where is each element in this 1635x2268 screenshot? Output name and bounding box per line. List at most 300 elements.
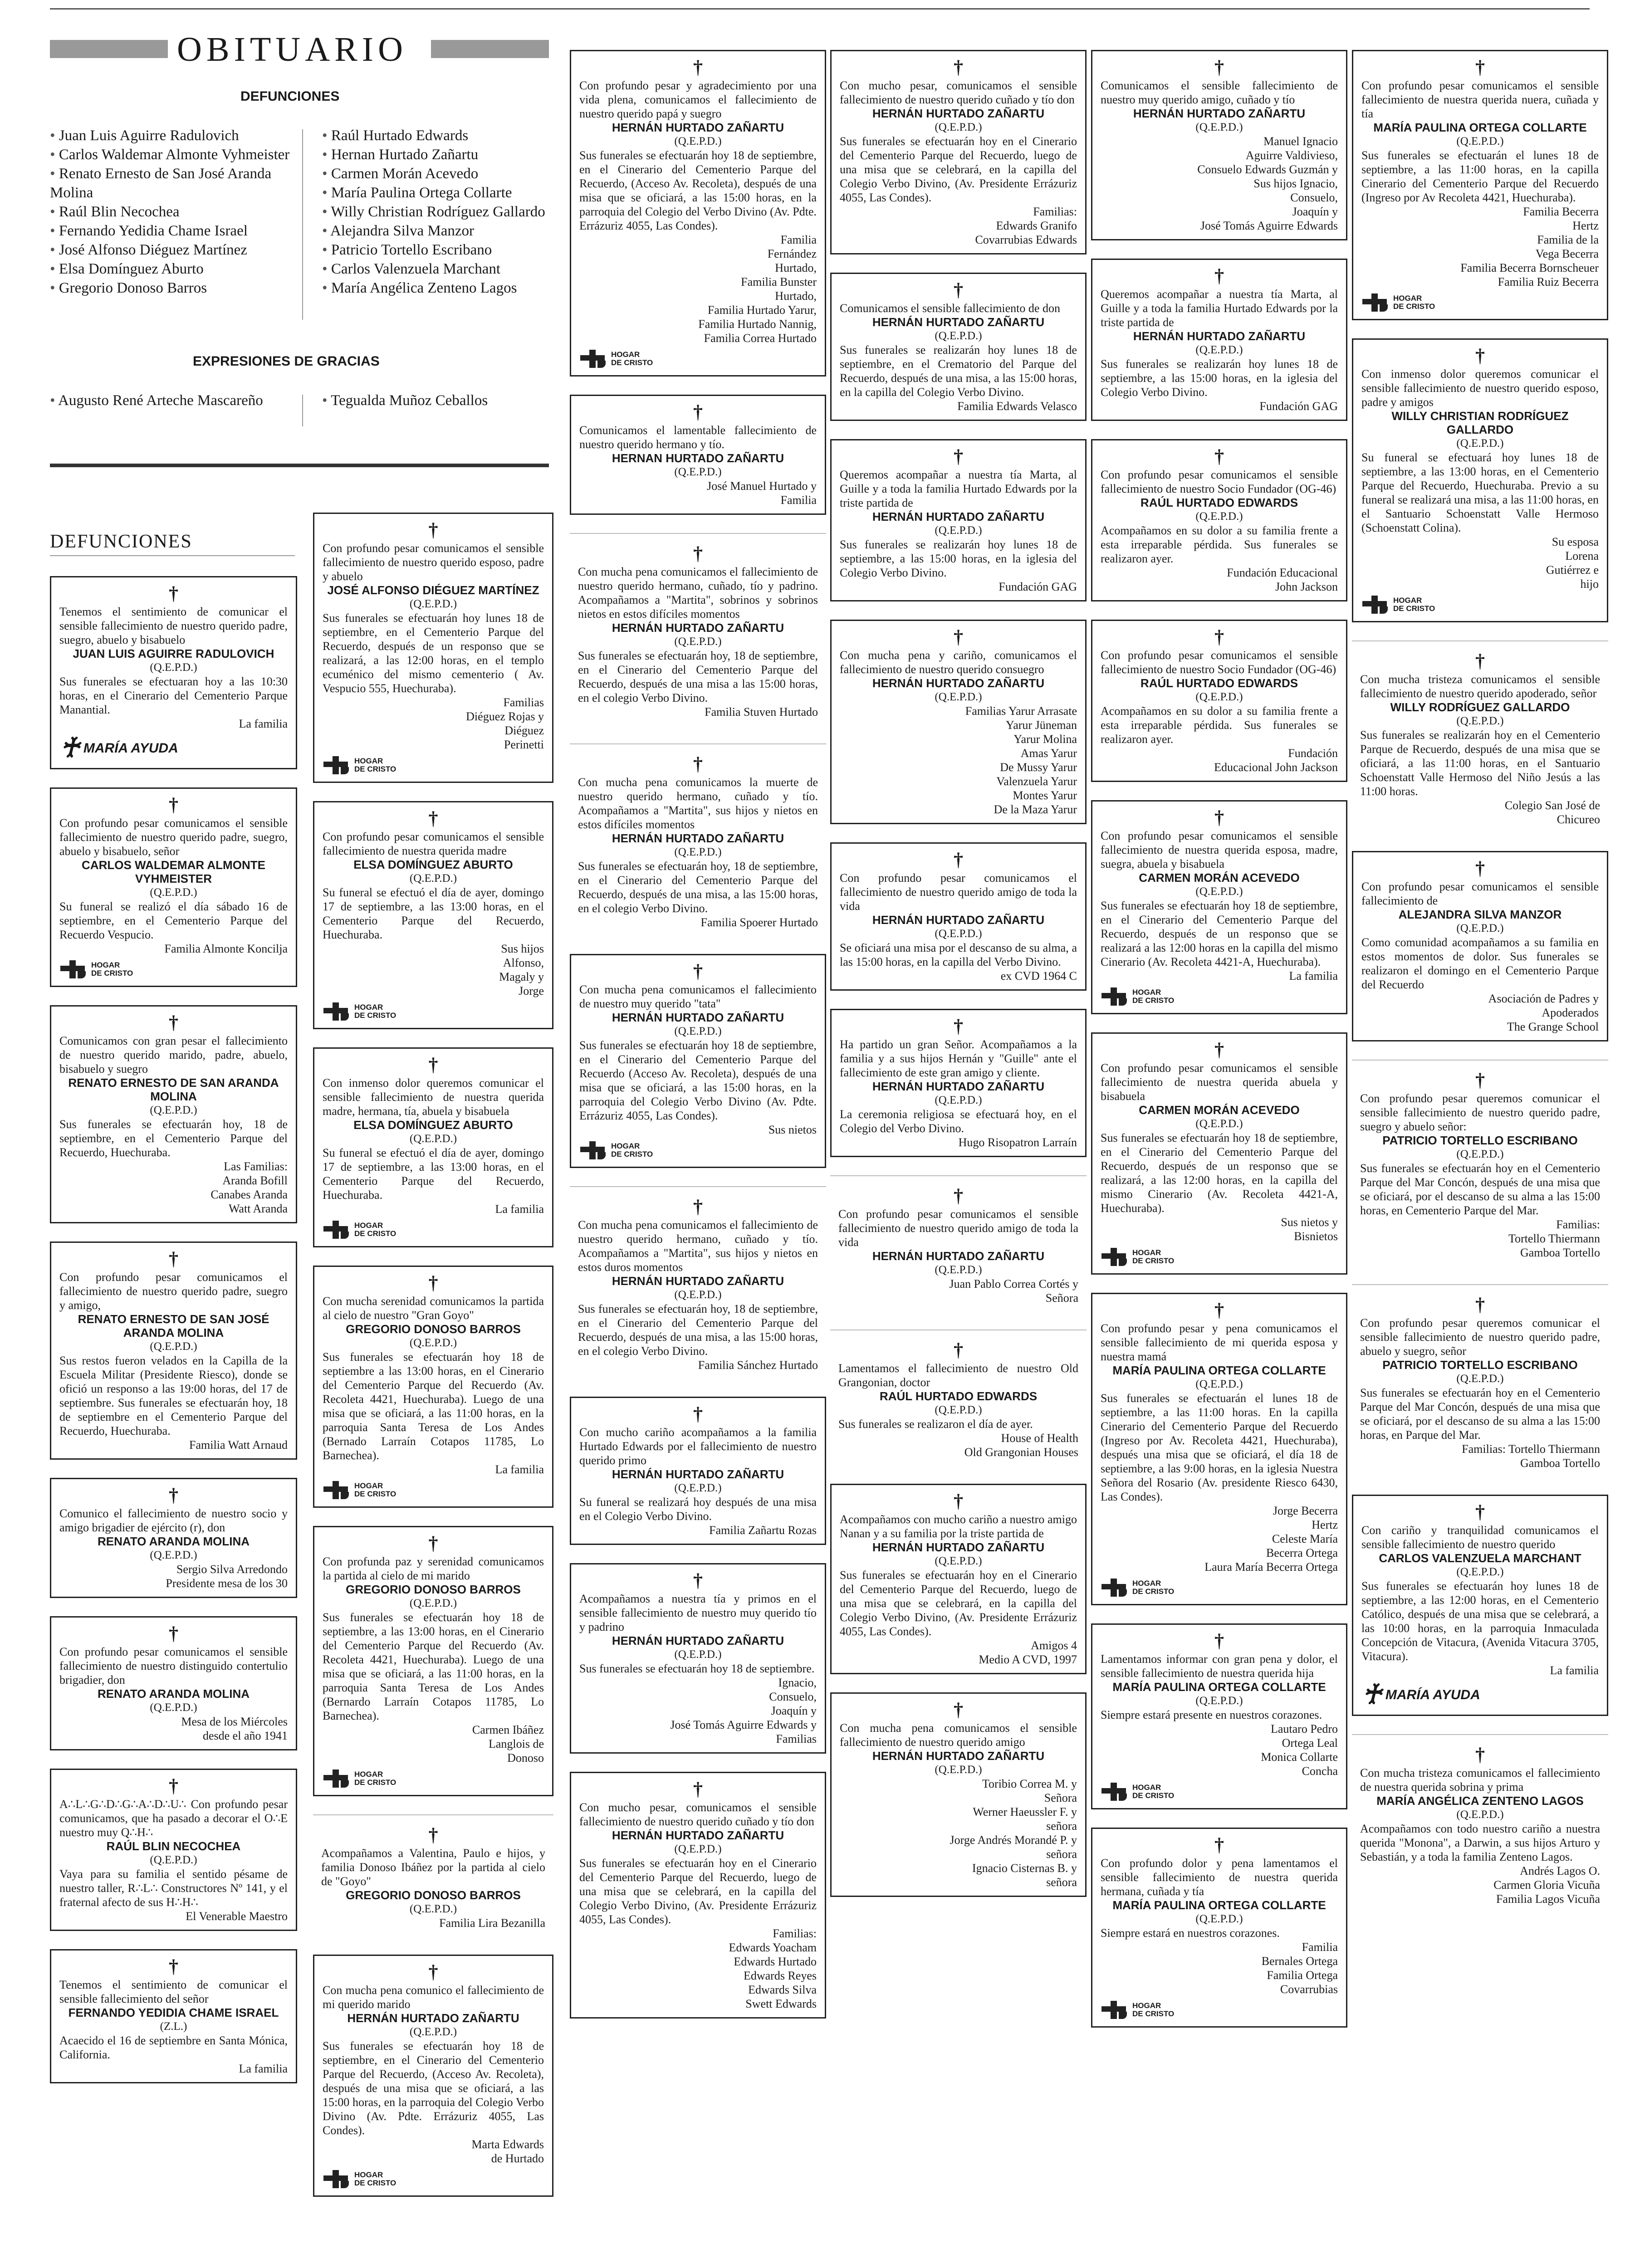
notice-intro: Queremos acompañar a nuestra tía Marta, al Guille y a toda la familia Hurtado Edwards por la triste partida de [840,468,1077,509]
notice-body: Acaecido el 16 de septiembre en Santa Mónica, California. [59,2034,288,2061]
header-rule [50,464,549,467]
hogar-de-cristo-logo [1101,987,1338,1007]
hogar-logo-text: HOGAR DE CRISTO [1393,596,1435,613]
header-bar-right [431,40,549,58]
obituary-notice [830,1484,1087,1674]
obituary-notice [570,743,826,936]
deceased-name: MARÍA PAULINA ORTEGA COLLARTE [1112,1898,1326,1912]
notice-signature: Familia Zañartu Rozas [709,1524,817,1537]
column-5 [1091,50,1347,2046]
deceased-name: MARÍA ANGÉLICA ZENTENO LAGOS [1376,1794,1584,1808]
deceased-name: HERNÁN HURTADO ZAÑARTU [872,913,1045,927]
cross-icon: † [1214,446,1224,467]
notice-signature: Fundación Educacional John Jackson [1227,566,1338,593]
qepd-label: (Q.E.P.D.) [674,1289,722,1301]
cross-icon: † [1475,1745,1485,1765]
gracias-divider [302,395,303,426]
qepd-label: (Q.E.P.D.) [1456,1373,1504,1385]
gracias-list-left [50,391,295,410]
obituary-notice [830,273,1087,421]
notice-body: Su funeral se efectuó el día de ayer, domingo 17 de septiembre, a las 13:00 horas, en el Cementerio Parque del Recuerdo, Huechuraba. [323,1146,544,1202]
deceased-name: HERNÁN HURTADO ZAÑARTU [872,315,1045,329]
notice-intro: Con mucha tristeza comunicamos el fallecimiento de nuestra querida sobrina y prima [1360,1766,1600,1794]
deceased-name: HERNAN HURTADO ZAÑARTU [612,451,784,465]
cross-icon: † [954,627,963,648]
qepd-label: (Q.E.P.D.) [150,1104,197,1116]
notice-signature: La familia [239,717,288,730]
notice-intro: Con profundo pesar comunicamos el sensible fallecimiento de nuestro querido padre, suegro, abuelo y bisabuelo, señor [59,816,288,858]
maria-ayuda-figure-icon: ♰ [59,733,80,763]
notice-body: Su funeral se efectuó el día de ayer, domingo 17 de septiembre, a las 13:00 horas, en el Cementerio Parque del Recuerdo, Huechuraba. [323,886,544,941]
cross-icon: † [693,1779,703,1800]
qepd-label: (Q.E.P.D.) [935,928,982,940]
obituary-notice [570,1772,826,2019]
column-6 [1352,50,1608,1931]
qepd-label: (Q.E.P.D.) [409,1597,457,1609]
hogar-cross-mark [323,1220,350,1240]
qepd-label: (Q.E.P.D.) [1195,1378,1243,1390]
notice-body: Sus funerales se efectuarán hoy 18 de septiembre, en el Cinerario del Cementerio Parque del Recuerdo, después de un responso que se realizará a las 12:00 horas en la capilla del mismo Cinerario (Av. Recoleta 4421-A, Huechuraba). [1101,899,1338,968]
notice-body: Sus funerales se efectuarán hoy, 18 de septiembre, en el Cinerario del Cementerio Parque del Recuerdo, después de una misa, a las 15:00 horas, en el colegio Verbo Divino. [578,1302,818,1358]
notice-body: Se oficiará una misa por el descanso de su alma, a las 15:00 horas, en la capilla del Verbo Divino. [840,941,1077,968]
notice-intro: Tenemos el sentimiento de comunicar el sensible fallecimiento de nuestro querido padre, suegro, abuelo y bisabuelo [59,605,288,646]
cross-icon: † [954,1186,963,1207]
notice-intro: Lamentamos informar con gran pena y dolor, el sensible fallecimiento de nuestra querida hija [1101,1652,1338,1680]
hogar-cross-mark [579,1140,607,1160]
qepd-label: (Q.E.P.D.) [935,1555,982,1567]
hogar-logo-text: HOGAR DE CRISTO [91,961,133,978]
notice-signature: Familias: Edwards Granifo Covarrubias Edwards [975,205,1077,246]
notice-signature: La familia [495,1202,544,1216]
notice-signature: Toribio Correa M. y Señora Werner Haeussler F. y señora Jorge Andrés Morandé P. y señora Ignacio Cisternas B. y señora [950,1777,1077,1889]
obituary-notice [1352,1284,1608,1476]
obituary-notice [830,50,1087,254]
deceased-name: PATRICIO TORTELLO ESCRIBANO [1382,1358,1578,1372]
notice-intro: Con mucha pena comunicamos el sensible fallecimiento de nuestro querido amigo [840,1721,1077,1749]
obituary-notice [313,1526,553,1796]
notice-intro: Con profundo pesar comunicamos el sensible fallecimiento de nuestra querida nuera, cuñada y tía [1361,79,1599,120]
qepd-label: (Z.L.) [160,2020,187,2033]
hogar-cross-mark [323,755,350,775]
notice-body: Sus funerales se realizarán hoy lunes 18 de septiembre, a las 15:00 horas, en la iglesia del Colegio Verbo Divino. [840,538,1077,579]
hogar-cross-mark [1101,987,1128,1007]
obituary-notice [50,1769,297,1931]
cross-icon: † [428,1533,438,1554]
notice-intro: Con mucha serenidad comunicamos la partida al cielo de nuestro "Gran Goyo" [323,1295,544,1322]
qepd-label: (Q.E.P.D.) [935,121,982,133]
notice-body: Sus funerales se realizarán hoy lunes 18 de septiembre, a las 15:00 horas, en la iglesia del Colegio Verbo Divino. [1101,357,1338,399]
qepd-label: (Q.E.P.D.) [935,1764,982,1776]
cross-icon: † [1475,1070,1485,1091]
notice-signature: La familia [495,1463,544,1476]
hogar-de-cristo-logo [1361,293,1599,313]
obituary-notice [50,1005,297,1223]
cross-icon: † [169,1485,178,1506]
cross-icon: † [1214,1835,1224,1856]
cross-icon: † [1214,1040,1224,1061]
qepd-label: (Q.E.P.D.) [935,1404,982,1416]
hogar-de-cristo-logo [1361,595,1599,615]
qepd-label: (Q.E.P.D.) [674,135,722,147]
deceased-name: HERNÁN HURTADO ZAÑARTU [612,121,784,134]
hogar-logo-text: HOGAR DE CRISTO [354,1481,397,1498]
qepd-label: (Q.E.P.D.) [674,635,722,648]
hogar-logo-text: HOGAR DE CRISTO [1132,988,1175,1005]
notice-body: Vaya para su familia el sentido pésame de nuestro taller, R∴L∴ Constructores Nº 141, y el fraternal afecto de sus H∴H∴ [59,1867,288,1909]
header-bar-left [50,40,168,58]
hogar-de-cristo-logo [323,1002,544,1022]
qepd-label: (Q.E.P.D.) [1456,437,1504,450]
obituary-notice [830,620,1087,824]
qepd-label: (Q.E.P.D.) [1195,1695,1243,1707]
notice-signature: Fundación Educacional John Jackson [1214,747,1338,774]
hogar-logo-text: HOGAR DE CRISTO [354,757,397,773]
qepd-label: (Q.E.P.D.) [1195,885,1243,898]
notice-signature: Ignacio, Consuelo, Joaquín y José Tomás Aguirre Edwards y Familias [670,1676,817,1745]
obituary-notice [50,1949,297,2083]
notice-intro: Comunico el fallecimiento de nuestro socio y amigo brigadier de ejército (r), don [59,1507,288,1534]
notice-signature: Su esposa Lorena Gutiérrez e hijo [1546,535,1599,591]
obituary-notice [313,513,553,783]
notice-intro: Con inmenso dolor queremos comunicar el sensible fallecimiento de nuestro querido esposo, padre y amigos [1361,367,1599,409]
cross-icon: † [169,1956,178,1977]
cross-icon: † [428,1055,438,1075]
notice-signature: Sus hijos Alfonso, Magaly y Jorge [499,942,544,997]
cross-icon: † [428,520,438,541]
cross-icon: † [428,1273,438,1294]
notice-body: Sus funerales se efectuarán hoy 18 de septiembre, en el Cinerario del Cementerio Parque del Recuerdo (Acceso Av. Recoleta), después de una misa que se oficiará, a las 15:00 horas, en la parroquia del Colegio Verbo Divino (Av. Pdte. Errázuriz 4055, Las Condes). [579,1039,817,1122]
defunciones-heading: DEFUNCIONES [50,531,295,556]
hogar-cross-mark [1101,1782,1128,1802]
index-entry: • Carlos Waldemar Almonte Vyhmeister [50,145,295,164]
obituary-notice [1091,1828,1347,2028]
notice-intro: Lamentamos el fallecimiento de nuestro Old Grangonian, doctor [838,1362,1078,1389]
cross-icon: † [1214,1631,1224,1652]
qepd-label: (Q.E.P.D.) [409,1337,457,1349]
deceased-name: HERNÁN HURTADO ZAÑARTU [872,1249,1045,1263]
index-entry: • Augusto René Arteche Mascareño [50,391,295,410]
notice-body: Sus funerales se realizarán hoy lunes 18 de septiembre, en el Crematorio del Parque del Recuerdo, después de una misa, a las 15:00 horas, en la capilla del Colegio Verbo Divino. [840,343,1077,399]
deceased-name: HERNÁN HURTADO ZAÑARTU [1133,107,1306,120]
obituary-notice [1352,1495,1608,1716]
deceased-name: CARLOS VALENZUELA MARCHANT [1379,1551,1581,1565]
notice-signature: José Manuel Hurtado y Familia [707,479,817,507]
cross-icon: † [954,1491,963,1512]
obituary-notice [830,439,1087,601]
notice-intro: Con mucha pena comunicamos el fallecimiento de nuestro muy querido "tata" [579,983,817,1010]
cross-icon: † [428,1962,438,1983]
deceased-name: MARÍA PAULINA ORTEGA COLLARTE [1112,1364,1326,1377]
hogar-cross-mark [1101,1578,1128,1598]
obituary-notice [313,1814,553,1936]
deceased-name: GREGORIO DONOSO BARROS [346,1322,521,1336]
notice-intro: Comunicamos el sensible fallecimiento de don [840,302,1060,315]
notice-intro: Con profundo pesar comunicamos el sensible fallecimiento de [1361,880,1599,907]
obituary-notice [1091,1293,1347,1605]
notice-intro: Comunicamos con gran pesar el fallecimiento de nuestro querido marido, padre, abuelo, bisabuelo y suegro [59,1034,288,1075]
qepd-label: (Q.E.P.D.) [409,872,457,885]
qepd-label: (Q.E.P.D.) [1195,121,1243,133]
qepd-label: (Q.E.P.D.) [674,1648,722,1661]
hogar-logo-text: HOGAR DE CRISTO [611,350,653,367]
deceased-name: PATRICIO TORTELLO ESCRIBANO [1382,1134,1578,1147]
cross-icon: † [1214,1300,1224,1321]
top-rule [50,8,1590,10]
notice-intro: Tenemos el sentimiento de comunicar el sensible fallecimiento del señor [59,1978,288,2005]
notice-signature: Fundación GAG [1259,400,1338,413]
notice-body: Sus funerales se efectuarán el lunes 18 de septiembre, a las 11:00 horas. En la capilla Cinerario del Cementerio Parque del Recuerdo (Ingreso por Av. Recoleta 4421, Huechuraba), después una misa que se oficiará, el día 18 de septiembre, a las 9:00 horas, en la iglesia Nuestra Señora del Rosario (Av. presidente Riesco 6430, Las Condes). [1101,1392,1338,1503]
qepd-label: (Q.E.P.D.) [409,598,457,610]
cross-icon: † [169,583,178,604]
obituary-notice [50,1478,297,1598]
hogar-de-cristo-logo [323,755,544,775]
maria-ayuda-figure-icon: ♰ [1361,1679,1382,1710]
qepd-label: (Q.E.P.D.) [935,330,982,342]
notice-intro: Acompañamos con mucho cariño a nuestro amigo Nanan y a su familia por la triste partida de [840,1513,1077,1540]
cross-icon: † [954,1016,963,1037]
deceased-name: HERNÁN HURTADO ZAÑARTU [612,1634,784,1647]
qepd-label: (Q.E.P.D.) [150,1701,197,1714]
index-entry: • Carlos Valenzuela Marchant [322,259,549,279]
cross-icon: † [1214,57,1224,78]
cross-icon: † [1475,57,1485,78]
notice-body: Acompañamos con todo nuestro cariño a nuestra querida "Monona", a Darwin, a sus hijos Arturo y Sebastián, y a toda la familia Zenteno Lagos. [1360,1822,1600,1863]
hogar-logo-text: HOGAR DE CRISTO [354,1770,397,1787]
column-3 [570,50,826,2037]
obituary-notice [830,842,1087,991]
notice-intro: Con profundo dolor y pena lamentamos el sensible fallecimiento de nuestra querida hermana, cuñada y tía [1101,1857,1338,1898]
notice-intro: Queremos acompañar a nuestra tía Marta, al Guille y a toda la familia Hurtado Edwards por la triste partida de [1101,288,1338,329]
notice-intro: Con mucha pena comunicamos el fallecimiento de nuestro querido hermano, cuñado, tío y padrino. Acompañamos a "Martita", sobrinos y sobrinos nietos en estos difíciles momentos [578,565,818,621]
notice-body: La ceremonia religiosa se efectuará hoy, en el Colegio del Verbo Divino. [840,1108,1077,1135]
deceased-name: RAÚL BLIN NECOCHEA [106,1839,241,1853]
notice-signature: Familia Bernales Ortega Familia Ortega Covarrubias [1261,1941,1338,1996]
notice-intro: Acompañamos a nuestra tía y primos en el sensible fallecimiento de nuestro muy querido tío y padrino [579,1592,817,1633]
notice-signature: Familia Almonte Koncilja [164,942,288,955]
notice-intro: Con profundo pesar y agradecimiento por una vida plena, comunicamos el fallecimiento de nuestro querido papá y suegro [579,79,817,120]
deceased-name: HERNÁN HURTADO ZAÑARTU [612,831,784,845]
notice-intro: Con mucho pesar, comunicamos el sensible fallecimiento de nuestro querido cuñado y tío don [579,1801,817,1828]
qepd-label: (Q.E.P.D.) [409,1133,457,1145]
notice-body: Sus funerales se efectuarán hoy 18 de septiembre. [579,1662,815,1675]
deceased-name: MARÍA PAULINA ORTEGA COLLARTE [1373,121,1587,134]
obituary-notice [50,1616,297,1750]
hogar-cross-mark [579,349,607,369]
cross-icon: † [693,754,703,775]
hogar-cross-mark [1361,595,1389,615]
notice-signature: Lautaro Pedro Ortega Leal Monica Collarte Concha [1261,1722,1338,1778]
deceased-name: CARMEN MORÁN ACEVEDO [1139,871,1300,885]
deceased-name: CARMEN MORÁN ACEVEDO [1139,1103,1300,1117]
cross-icon: † [954,280,963,301]
notice-body: Sus funerales se realizaron el día de ayer. [838,1418,1033,1431]
obituary-notice [570,954,826,1168]
column-4 [830,50,1087,1915]
notice-signature: La familia [1550,1664,1599,1677]
qepd-label: (Q.E.P.D.) [1456,1148,1504,1160]
notice-intro: Con profundo pesar queremos comunicar el sensible fallecimiento de nuestro querido padre, abuelo y suegro, señor [1360,1316,1600,1358]
qepd-label: (Q.E.P.D.) [150,886,197,899]
obituary-notice [1091,259,1347,421]
notice-intro: Con mucho pesar, comunicamos el sensible fallecimiento de nuestro querido cuñado y tío don [840,79,1077,106]
deceased-name: WILLY RODRÍGUEZ GALLARDO [1390,700,1570,714]
index-list-right [322,126,549,298]
deceased-name: RENATO ARANDA MOLINA [97,1535,250,1548]
notice-intro: Con inmenso dolor queremos comunicar el sensible fallecimiento de nuestra querida madre, hermana, tía, abuela y bisabuela [323,1076,544,1118]
notice-intro: Con mucha pena comunico el fallecimiento de mi querido marido [323,1984,544,2011]
notice-body: Sus funerales se efectuarán hoy en el Cinerario del Cementerio Parque del Recuerdo, luego de una misa que se celebrará, en la capilla del Colegio Verbo Divino, (Av. Presidente Errázuriz 4055, Las Condes). [840,1569,1077,1638]
obituary-notice [313,1266,553,1508]
hogar-de-cristo-logo [1101,1782,1338,1802]
cross-icon: † [693,1404,703,1425]
cross-icon: † [169,795,178,816]
hogar-logo-text: HOGAR DE CRISTO [1132,1783,1175,1800]
notice-signature: Amigos 4 Medio A CVD, 1997 [979,1639,1077,1666]
obituary-notice [50,576,297,769]
qepd-label: (Q.E.P.D.) [935,1094,982,1106]
obituary-notice [1352,50,1608,320]
notice-intro: Con profundo pesar comunicamos el sensible fallecimiento de nuestra querida abuela y bisabuela [1101,1061,1338,1103]
deceased-name: MARÍA PAULINA ORTEGA COLLARTE [1112,1680,1326,1694]
deceased-name: RAÚL HURTADO EDWARDS [1140,496,1298,509]
cross-icon: † [1475,1502,1485,1523]
index-entry: • María Paulina Ortega Collarte [322,183,549,202]
maria-ayuda-text: MARÍA AYUDA [1385,1687,1480,1702]
cross-icon: † [693,57,703,78]
cross-icon: † [169,1012,178,1033]
index-entry: • Gregorio Donoso Barros [50,279,295,298]
notice-signature: La familia [1289,969,1338,982]
obituary-notice [1091,1623,1347,1809]
notice-signature: Colegio San José de Chicureo [1504,799,1600,826]
maria-ayuda-text: MARÍA AYUDA [83,740,178,756]
obituary-notice [570,1186,826,1378]
hogar-cross-mark [323,1769,350,1789]
deceased-name: HERNÁN HURTADO ZAÑARTU [347,2011,519,2025]
qepd-label: (Q.E.P.D.) [1195,344,1243,356]
notice-signature: Andrés Lagos O. Carmen Gloria Vicuña Familia Lagos Vicuña [1493,1864,1600,1906]
cross-icon: † [693,402,703,423]
obituary-notice [570,1563,826,1754]
deceased-name: HERNÁN HURTADO ZAÑARTU [872,510,1045,523]
notice-body: Su funeral se realizará hoy después de una misa en el Colegio Verbo Divino. [579,1496,817,1523]
qepd-label: (Q.E.P.D.) [1456,922,1504,934]
index-entry: • Tegualda Muñoz Ceballos [322,391,549,410]
hogar-de-cristo-logo [323,2169,544,2189]
obituary-notice [830,1330,1087,1466]
maria-ayuda-logo [59,734,288,762]
notice-body: Sus funerales se efectuarán el lunes 18 de septiembre, a las 11:00 horas, en la capilla Cinerario del Cementerio Parque del Recuerdo (Ingreso por Av Recoleta 4421, Huechuraba). [1361,149,1599,204]
deceased-name: RENATO ERNESTO DE SAN ARANDA MOLINA [68,1076,279,1103]
maria-ayuda-logo [1361,1681,1599,1708]
notice-body: Sus funerales se efectuarán hoy en el Cementerio Parque del Mar Concón, después de una misa que se oficiará, por el descanso de su alma a las 15:00 horas, en Cementerio Parque del Mar. [1360,1162,1600,1217]
notice-signature: Fundación GAG [999,580,1077,593]
hogar-de-cristo-logo [323,1480,544,1500]
notice-signature: Familia Becerra Hertz Familia de la Vega Becerra Familia Becerra Bornscheuer Familia Ruiz Becerra [1460,205,1599,288]
obituary-notice [1352,1734,1608,1912]
obituary-notice [830,1692,1087,1897]
notice-body: Acompañamos en su dolor a su familia frente a esta irreparable pérdida. Sus funerales se realizaron ayer. [1101,524,1338,565]
notice-intro: Acompañamos a Valentina, Paulo e hijos, y familia Donoso Ibáñez por la partida al cielo de "Goyo" [321,1847,545,1888]
deceased-name: HERNÁN HURTADO ZAÑARTU [872,1080,1045,1093]
deceased-name: HERNÁN HURTADO ZAÑARTU [612,621,784,635]
index-entry: • Patricio Tortello Escribano [322,240,549,259]
deceased-name: HERNÁN HURTADO ZAÑARTU [612,1467,784,1481]
cross-icon: † [1214,266,1224,287]
cross-icon: † [693,543,703,564]
qepd-label: (Q.E.P.D.) [674,846,722,858]
notice-signature: Familias: Tortello Thiermann Gamboa Tortello [1508,1218,1600,1259]
cross-icon: † [169,1776,178,1797]
notice-intro: Comunicamos el lamentable fallecimiento de nuestro querido hermano y tío. [579,424,817,451]
index-entry: • Hernan Hurtado Zañartu [322,145,549,164]
notice-intro: A∴L∴G∴D∴G∴A∴D∴U∴ Con profundo pesar comunicamos, que ha pasado a decorar el O∴E nuestro muy Q∴H∴ [59,1798,288,1839]
notice-intro: Con profundo pesar comunicamos el sensible fallecimiento de nuestro distinguido contertulio brigadier, don [59,1645,288,1686]
notice-body: Sus funerales se efectuarán hoy, 18 de septiembre, en el Cinerario del Cementerio Parque del Recuerdo, después de una misa, a las 15:00 horas, en el colegio Verbo Divino. [578,860,818,915]
qepd-label: (Q.E.P.D.) [1456,135,1504,147]
obituary-notice [1352,640,1608,833]
notice-body: Sus funerales se efectuarán hoy, 18 de septiembre, en el Cinerario del Cementerio Parque del Recuerdo, después de una misa a las 15:00 horas, en el colegio Verbo Divino. [578,649,818,704]
notice-intro: Con mucha pena comunicamos la muerte de nuestro querido hermano, cuñado y tío. Acompañamos a "Martita", sus hijos y nietos en estos difíciles momentos [578,776,818,831]
notice-body: Sus funerales se efectuarán hoy 18 de septiembre, a las 13:00 horas, en el Cinerario del Cementerio Parque del Recuerdo (Av. Recoleta 4421, Huechuraba). Luego de una misa que se oficiará, a las 11:00 horas, en la parroquia Santa Teresa de Los Andes (Bernardo Larraín Cotapos 11785, Lo Barnechea). [323,1611,544,1722]
cross-icon: † [1475,346,1485,367]
qepd-label: (Q.E.P.D.) [1195,691,1243,703]
notice-signature: Hugo Risopatron Larraín [958,1136,1077,1149]
notice-signature: Las Familias: Aranda Bofill Canabes Aranda Watt Aranda [210,1160,288,1215]
deceased-name: RENATO ERNESTO DE SAN JOSÉ ARANDA MOLINA [78,1312,269,1339]
notice-intro: Comunicamos el sensible fallecimiento de nuestro muy querido amigo, cuñado y tío [1101,79,1338,106]
obituary-notice [313,1955,553,2197]
deceased-name: WILLY CHRISTIAN RODRÍGUEZ GALLARDO [1391,409,1569,436]
notice-intro: Con mucha pena y cariño, comunicamos el fallecimiento de nuestro querido consuegro [840,649,1077,676]
notice-body: Sus funerales se efectuarán hoy en el Cementerio Parque del Mar Concón, después de una misa que se oficiará, por el descanso de su alma a las 15:00 horas, en Parque del Mar. [1360,1386,1600,1442]
qepd-label: (Q.E.P.D.) [1195,1118,1243,1130]
index-entry: • Raúl Hurtado Edwards [322,126,549,145]
notice-signature: Asociación de Padres y Apoderados The Grange School [1488,992,1599,1033]
notice-intro: Con profundo pesar comunicamos el sensible fallecimiento de nuestra querida esposa, madre, suegra, abuela y bisabuela [1101,829,1338,870]
cross-icon: † [428,1825,438,1846]
obituary-notice [1091,800,1347,1014]
deceased-name: HERNÁN HURTADO ZAÑARTU [1133,329,1306,343]
hogar-de-cristo-logo [323,1220,544,1240]
qepd-label: (Q.E.P.D.) [409,2026,457,2038]
notice-signature: House of Health Old Grangonian Houses [964,1432,1078,1459]
hogar-logo-text: HOGAR DE CRISTO [1393,294,1435,311]
hogar-logo-text: HOGAR DE CRISTO [354,2170,397,2187]
obituary-notice [830,1009,1087,1157]
notice-signature: Juan Pablo Correa Cortés y Señora [949,1277,1078,1305]
notice-signature: ex CVD 1964 C [1000,969,1077,982]
notice-signature: Mesa de los Miércoles desde el año 1941 [181,1715,288,1742]
page-title: OBITUARIO [177,30,407,68]
hogar-de-cristo-logo [579,349,817,369]
hogar-de-cristo-logo [1101,1247,1338,1267]
cross-icon: † [1475,651,1485,672]
notice-body: Sus funerales se efectuarán hoy 18 de septiembre, en el Cinerario del Cementerio Parque del Recuerdo, después de un responso que se realizará, a las 12:00 horas, en la capilla del mismo Cinerario (Av. Recoleta 4421-A, Huechuraba). [1101,1131,1338,1215]
notice-body: Su funeral se realizó el día sábado 16 de septiembre, en el Cementerio Parque del Recuerdo Vespucio. [59,900,288,941]
index-entry: • Carmen Morán Acevedo [322,164,549,183]
notice-intro: Ha partido un gran Señor. Acompañamos a la familia y a sus hijos Hernán y "Guille" ante el fallecimiento de este gran amigo y cliente. [840,1038,1077,1079]
qepd-label: (Q.E.P.D.) [150,1340,197,1353]
deceased-name: CARLOS WALDEMAR ALMONTE VYHMEISTER [82,858,265,885]
notice-intro: Con mucha tristeza comunicamos el sensible fallecimiento de nuestro querido apoderado, señor [1360,673,1600,700]
qepd-label: (Q.E.P.D.) [674,466,722,478]
hogar-cross-mark [1101,1247,1128,1267]
notice-body: Siempre estará presente en nuestros corazones. [1101,1708,1322,1721]
obituary-notice [313,801,553,1029]
notice-body: Sus funerales se efectuarán hoy lunes 18 de septiembre, en el Cementerio Parque del Recuerdo, después de un responso que se realizará, a las 12:00 horas, en el templo ecuménico del mismo cementerio ( Av. Vespucio 555, Huechuraba). [323,611,544,695]
index-entry: • Fernando Yedidia Chame Israel [50,221,295,240]
